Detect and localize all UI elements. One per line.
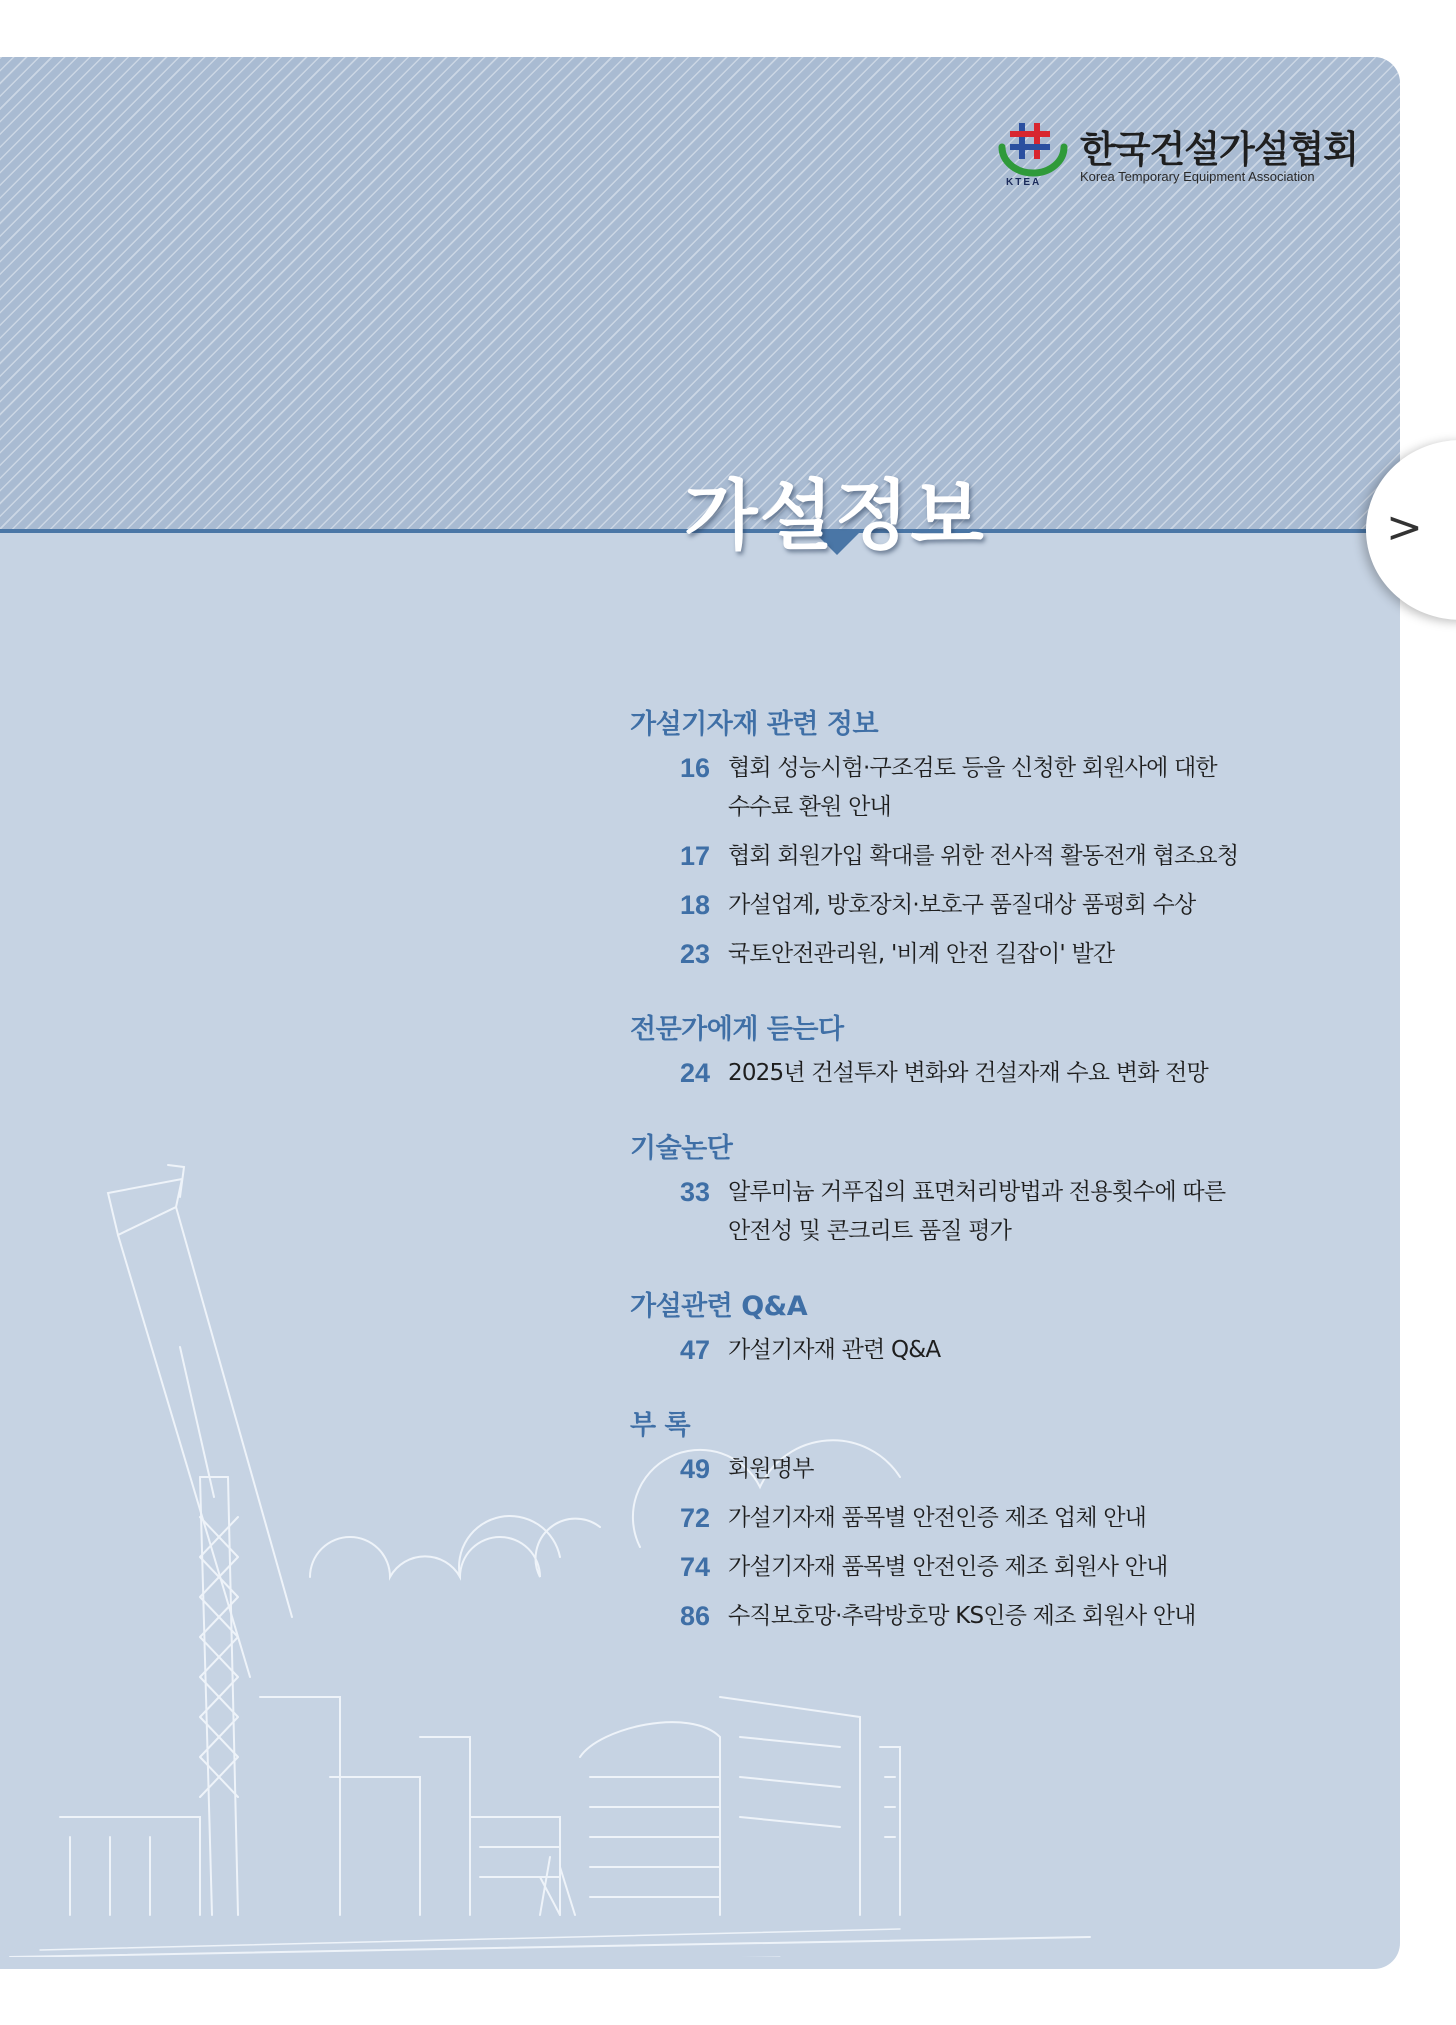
toc-entry[interactable] [630, 837, 1330, 876]
toc-page-number: 47 [679, 1335, 710, 1365]
toc-entry[interactable] [630, 935, 1330, 974]
toc-page-number: 86 [679, 1601, 710, 1631]
toc-section-title: 가설기자재 관련 정보 [630, 709, 879, 740]
toc-entry-line: 안전성 및 콘크리트 품질 평가 [728, 1218, 1012, 1244]
logo-abbreviation: KTEA [1006, 177, 1042, 188]
toc-entry-line: 국토안전관리원, '비계 안전 길잡이' 발간 [728, 941, 1115, 967]
toc-section [630, 1287, 1330, 1370]
logo-name: 한국건설가설협회 [1080, 128, 1358, 171]
toc-page-number: 17 [679, 841, 710, 871]
toc-entry-line: 알루미늄 거푸집의 표면처리방법과 전용횟수에 따른 [728, 1179, 1226, 1205]
table-of-contents [630, 705, 1330, 1672]
toc-page-number: 72 [679, 1503, 710, 1533]
toc-entry-title [728, 837, 1288, 876]
toc-entry[interactable] [630, 1450, 1330, 1489]
toc-entry[interactable] [630, 1054, 1330, 1093]
toc-entry[interactable] [630, 1597, 1330, 1636]
toc-page-number: 23 [679, 939, 710, 969]
toc-section-title: 전문가에게 듣는다 [630, 1014, 844, 1045]
toc-section [630, 705, 1330, 974]
toc-entry-line: 수수료 환원 안내 [728, 794, 891, 820]
toc-entry-title [728, 1499, 1288, 1538]
toc-entry-line: 2025년 건설투자 변화와 건설자재 수요 변화 전망 [728, 1060, 1208, 1086]
toc-entry[interactable] [630, 1499, 1330, 1538]
toc-entry[interactable] [630, 749, 1330, 827]
toc-entry-line: 가설기자재 품목별 안전인증 제조 회원사 안내 [728, 1554, 1168, 1580]
toc-entry-line: 가설업계, 방호장치·보호구 품질대상 품평회 수상 [728, 892, 1196, 918]
toc-entry-title [728, 1450, 1288, 1489]
toc-entry-line: 회원명부 [728, 1456, 814, 1482]
toc-entry-line: 가설기자재 품목별 안전인증 제조 업체 안내 [728, 1505, 1147, 1531]
ktea-emblem-icon [994, 117, 1072, 177]
toc-page-number: 18 [679, 890, 710, 920]
toc-entry-line: 수직보호망·추락방호망 KS인증 제조 회원사 안내 [728, 1603, 1196, 1629]
page-title: 가설정보 [684, 471, 986, 560]
toc-entry-title [728, 749, 1288, 827]
logo-subtitle: Korea Temporary Equipment Association [1080, 169, 1315, 184]
toc-page-number: 24 [679, 1058, 710, 1088]
toc-page-number: 33 [679, 1177, 710, 1207]
toc-entry-title [728, 1548, 1288, 1587]
toc-page-number: 74 [679, 1552, 710, 1582]
toc-section [630, 1129, 1330, 1251]
association-logo [994, 117, 1358, 197]
toc-entry-title [728, 1054, 1288, 1093]
toc-entry[interactable] [630, 1331, 1330, 1370]
toc-page-number: 16 [679, 753, 710, 783]
toc-entry-line: 가설기자재 관련 Q&A [728, 1337, 941, 1363]
toc-section-title: 부 록 [630, 1410, 691, 1441]
toc-entry-line: 협회 회원가입 확대를 위한 전사적 활동전개 협조요청 [728, 843, 1239, 869]
toc-entry[interactable] [630, 886, 1330, 925]
toc-section [630, 1010, 1330, 1093]
toc-entry[interactable] [630, 1173, 1330, 1251]
toc-section-title: 기술논단 [630, 1133, 733, 1164]
toc-entry-title [728, 886, 1288, 925]
toc-entry[interactable] [630, 1548, 1330, 1587]
chevron-right-icon[interactable]: > [1386, 502, 1423, 553]
magazine-page [0, 57, 1400, 1969]
toc-entry-title [728, 1331, 1288, 1370]
toc-entry-line: 협회 성능시험·구조검토 등을 신청한 회원사에 대한 [728, 755, 1217, 781]
toc-section-title: 가설관련 Q&A [630, 1291, 808, 1322]
toc-section [630, 1406, 1330, 1636]
toc-entry-title [728, 1597, 1288, 1636]
toc-page-number: 49 [679, 1454, 710, 1484]
toc-entry-title [728, 1173, 1288, 1251]
toc-entry-title [728, 935, 1288, 974]
